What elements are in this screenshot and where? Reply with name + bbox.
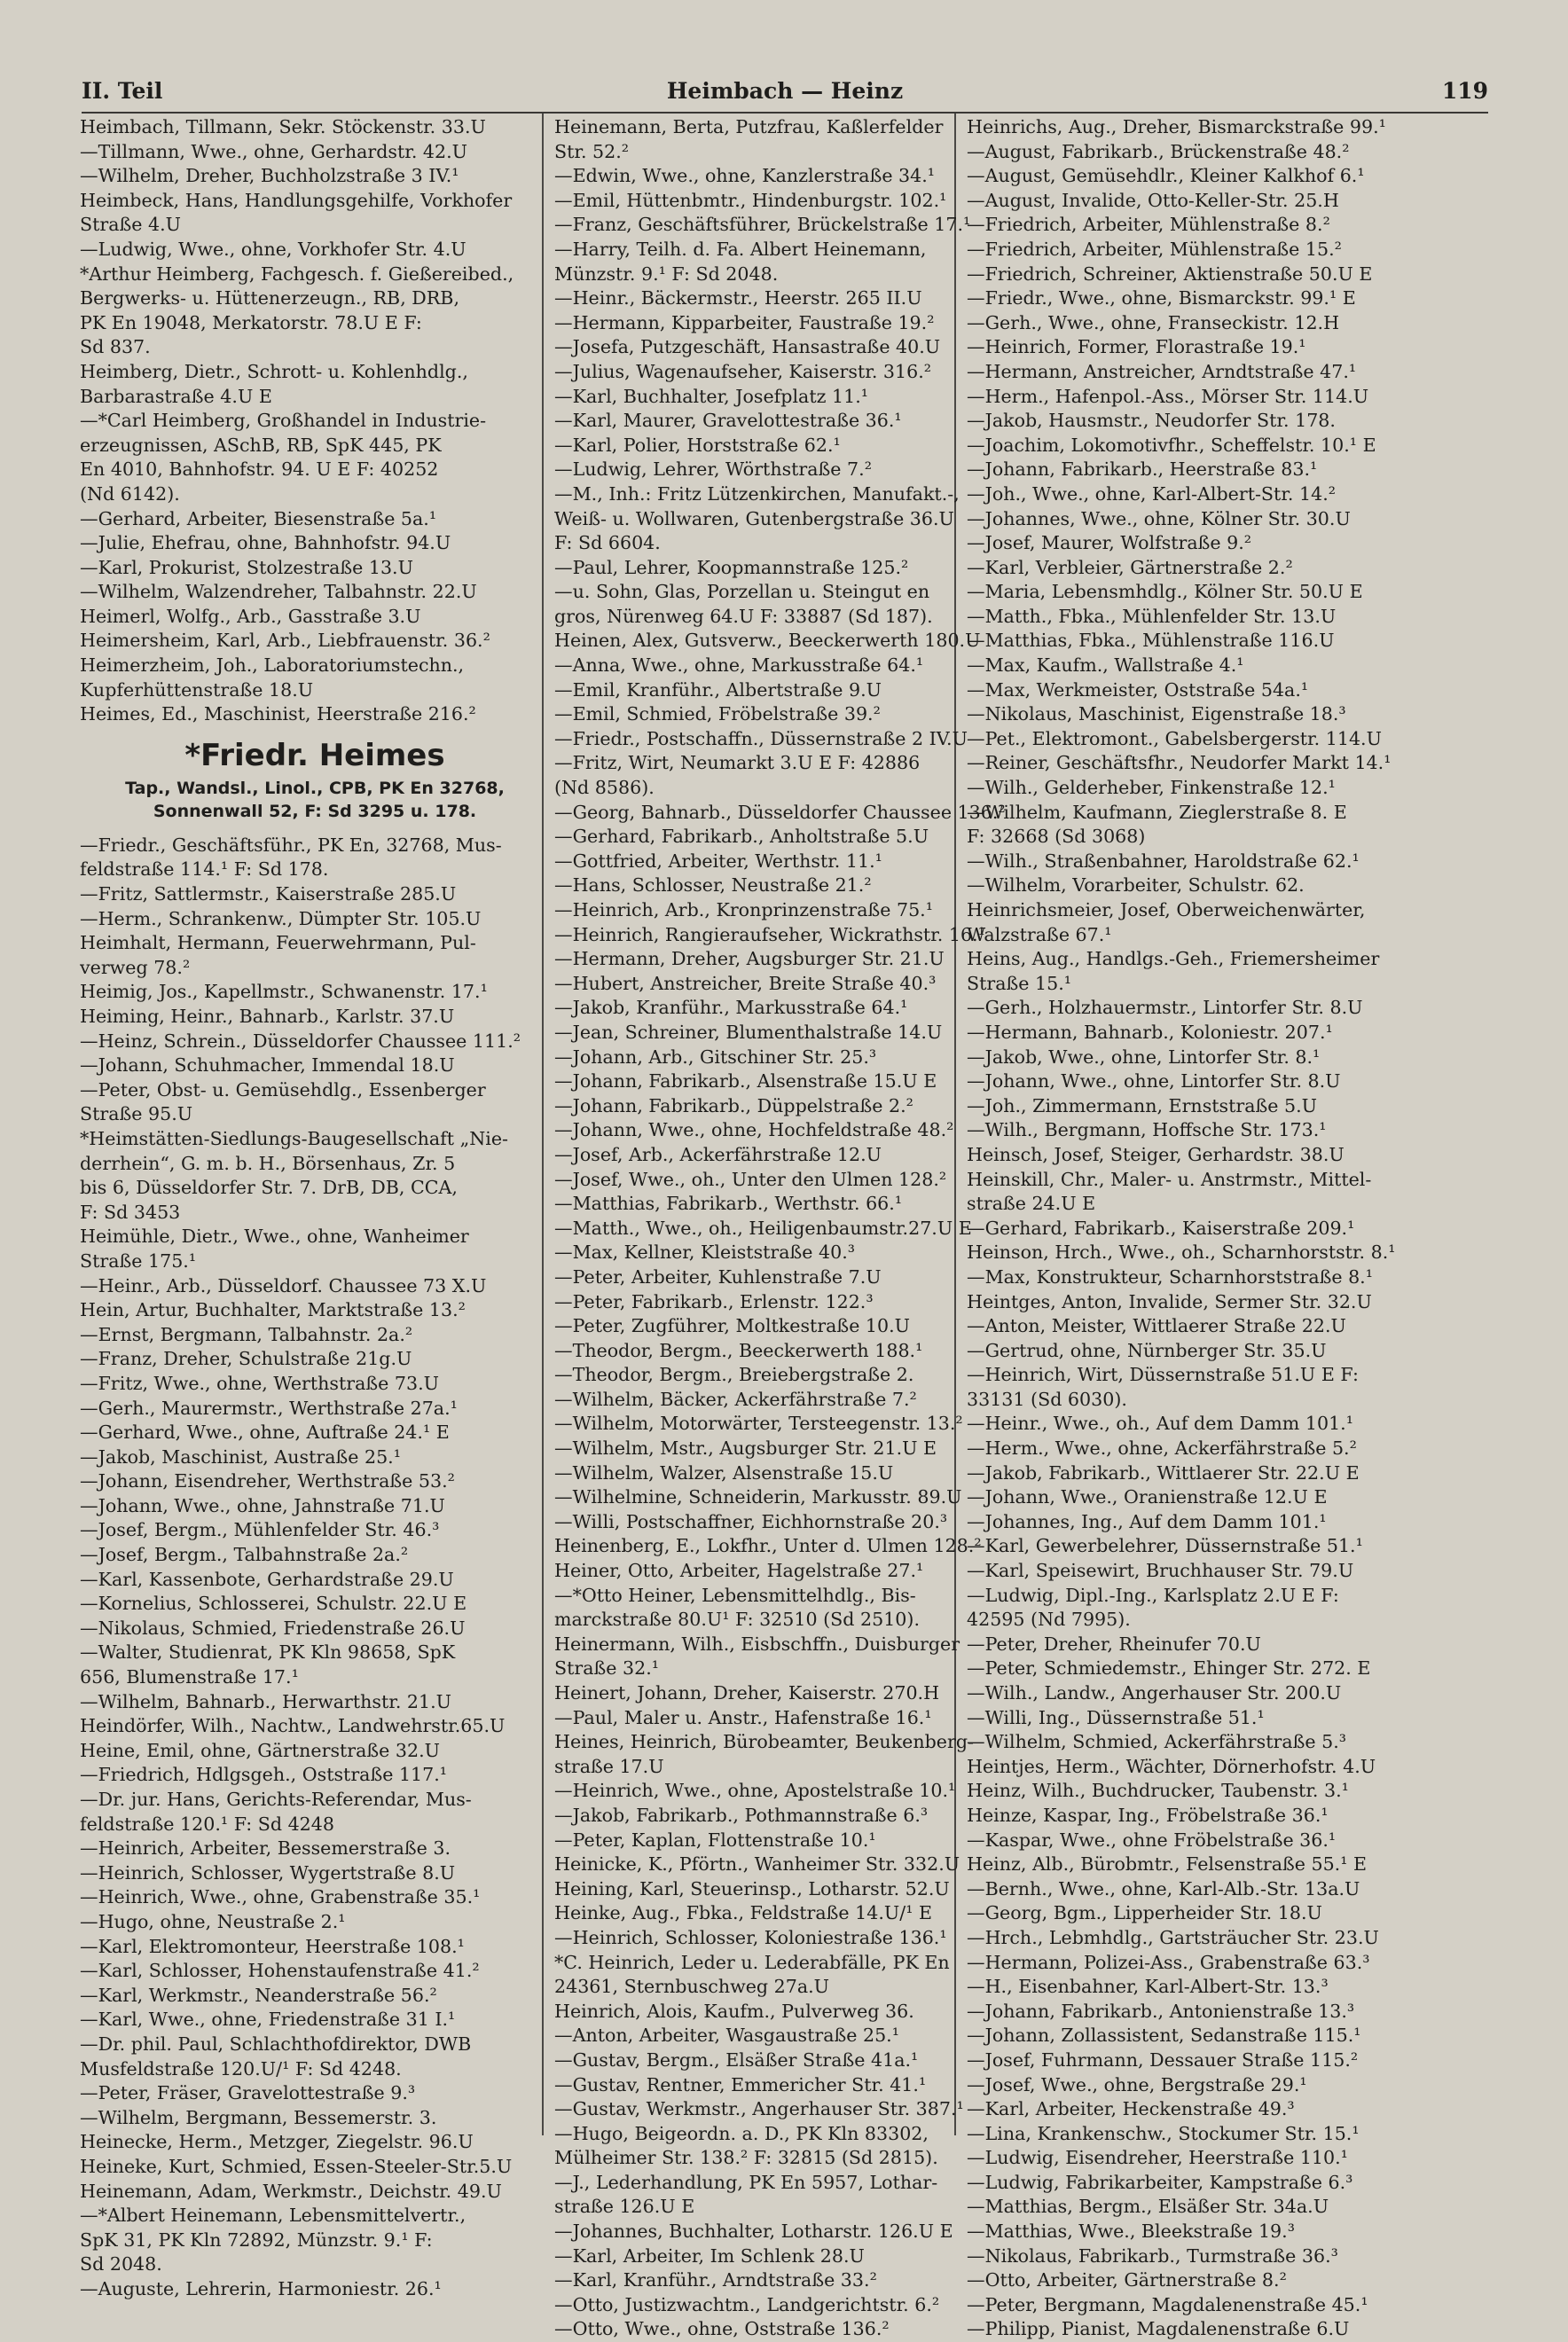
directory-entry: —Jean, Schreiner, Blumenthalstraße 14.U — [554, 1021, 943, 1043]
directory-entry: Heiner, Otto, Arbeiter, Hagelstraße 27.¹ — [554, 1560, 924, 1582]
directory-entry: —Hermann, Anstreicher, Arndtstraße 47.¹ — [967, 360, 1357, 382]
directory-entry: —Ludwig, Dipl.-Ing., Karlsplatz 2.U E F: — [967, 1584, 1339, 1606]
directory-entry: —Johann, Arb., Gitschiner Str. 25.³ — [554, 1046, 877, 1068]
column-2 — [554, 115, 1024, 2342]
directory-entry: 656, Blumenstraße 17.¹ — [80, 1666, 299, 1688]
directory-entry: Heimerzheim, Joh., Laboratoriumstechn., — [80, 654, 465, 677]
directory-entry: —Jakob, Hausmstr., Neudorfer Str. 178. — [967, 410, 1336, 432]
directory-entry: Barbarastraße 4.U E — [80, 385, 272, 407]
directory-entry: Heineke, Kurt, Schmied, Essen-Steeler-Str.5.U — [80, 2155, 513, 2177]
directory-entry: Walzstraße 67.¹ — [967, 923, 1112, 945]
ad-line: Tap., Wandsl., Linol., CPB, PK En 32768, — [125, 778, 505, 798]
directory-entry: —Herm., Hafenpol.-Ass., Mörser Str. 114.U — [967, 385, 1369, 407]
directory-entry: —Julie, Ehefrau, ohne, Bahnhofstr. 94.U — [80, 532, 451, 554]
directory-entry: —Wilhelm, Walzendreher, Talbahnstr. 22.U — [80, 581, 477, 603]
directory-entry: —Karl, Polier, Horststraße 62.¹ — [554, 434, 841, 456]
directory-entry: —Heinrich, Wwe., ohne, Apostelstraße 10.¹ — [554, 1780, 956, 1802]
section-label: II. Teil — [82, 78, 163, 104]
directory-entry: —Peter, Zugführer, Moltkestraße 10.U — [554, 1315, 911, 1337]
directory-entry: Heining, Karl, Steuerinsp., Lotharstr. 52.U — [554, 1877, 950, 1899]
directory-entry: Heinz, Alb., Bürobmtr., Felsenstraße 55.¹ E — [967, 1853, 1368, 1876]
directory-entry: —Karl, Kassenbote, Gerhardstraße 29.U — [80, 1568, 454, 1590]
directory-entry: —Edwin, Wwe., ohne, Kanzlerstraße 34.¹ — [554, 165, 936, 187]
directory-entry: F: 32668 (Sd 3068) — [967, 826, 1146, 848]
directory-entry: —Josef, Fuhrmann, Dessauer Straße 115.² — [967, 2048, 1359, 2071]
directory-entry: Münzstr. 9.¹ F: Sd 2048. — [554, 262, 779, 285]
directory-entry: —Johann, Fabrikarb., Antonienstraße 13.³ — [967, 2000, 1355, 2022]
directory-entry: —Hermann, Polizei-Ass., Grabenstraße 63.³ — [967, 1951, 1370, 1973]
directory-entry: —Johannes, Buchhalter, Lotharstr. 126.U E — [554, 2221, 953, 2243]
directory-entry: —Anna, Wwe., ohne, Markusstraße 64.¹ — [554, 654, 924, 677]
directory-entry: —Herm., Schrankenw., Dümpter Str. 105.U — [80, 907, 482, 929]
header-rule — [82, 112, 1488, 114]
directory-entry: Straße 175.¹ — [80, 1249, 197, 1272]
directory-entry: —Karl, Schlosser, Hohenstaufenstraße 41.² — [80, 1960, 480, 1982]
directory-entry: —Kaspar, Wwe., ohne Fröbelstraße 36.¹ — [967, 1829, 1337, 1851]
directory-entry: —Wilhelm, Motorwärter, Tersteegenstr. 13.² — [554, 1413, 963, 1435]
directory-entry: Bergwerks- u. Hüttenerzeugn., RB, DRB, — [80, 287, 459, 309]
directory-entry: SpK 31, PK Kln 72892, Münzstr. 9.¹ F: — [80, 2228, 433, 2251]
directory-entry: —Karl, Speisewirt, Bruchhauser Str. 79.U — [967, 1560, 1354, 1582]
directory-entry: —Karl, Buchhalter, Josefplatz 11.¹ — [554, 385, 868, 407]
directory-entry: —Paul, Maler u. Anstr., Hafenstraße 16.¹ — [554, 1706, 932, 1728]
directory-entry: verweg 78.² — [80, 956, 191, 978]
advertisement — [80, 734, 550, 823]
directory-entry: —Matth., Fbka., Mühlenfelder Str. 13.U — [967, 605, 1337, 627]
directory-entry: Heinsch, Josef, Steiger, Gerhardstr. 38.U — [967, 1143, 1345, 1165]
directory-entry: —Karl, Verbleier, Gärtnerstraße 2.² — [967, 556, 1293, 578]
directory-entry: —Josef, Arb., Ackerfährstraße 12.U — [554, 1143, 882, 1165]
directory-entry: —Johann, Wwe., ohne, Hochfeldstraße 48.² — [554, 1119, 954, 1141]
directory-entry: Heinson, Hrch., Wwe., oh., Scharnhorststr. 8.¹ — [967, 1241, 1396, 1264]
directory-entry: —Friedrich, Arbeiter, Mühlenstraße 8.² — [967, 214, 1330, 236]
directory-entry: —Georg, Bahnarb., Düsseldorfer Chaussee 136.² — [554, 801, 1006, 823]
directory-entry: —Hermann, Dreher, Augsburger Str. 21.U — [554, 948, 945, 970]
directory-entry: —Friedr., Wwe., ohne, Bismarckstr. 99.¹ E — [967, 287, 1356, 309]
directory-entry: —Lina, Krankenschw., Stockumer Str. 15.¹ — [967, 2122, 1360, 2144]
directory-entry: —Gertrud, ohne, Nürnberger Str. 35.U — [967, 1339, 1327, 1361]
directory-entry: —Nikolaus, Maschinist, Eigenstraße 18.³ — [967, 703, 1346, 725]
directory-entry: —Wilhelm, Vorarbeiter, Schulstr. 62. — [967, 874, 1305, 897]
directory-entry: —Heinrich, Schlosser, Koloniestraße 136.¹ — [554, 1926, 947, 1948]
directory-entry: —Emil, Hüttenbmtr., Hindenburgstr. 102.¹ — [554, 189, 947, 211]
directory-entry: —Heinrich, Rangieraufseher, Wickrathstr. 16.¹ — [554, 923, 985, 945]
directory-entry: —Dr. jur. Hans, Gerichts-Referendar, Mus- — [80, 1789, 472, 1810]
directory-entry: —Dr. phil. Paul, Schlachthofdirektor, DWB — [80, 2033, 472, 2055]
directory-entry: —Auguste, Lehrerin, Harmoniestr. 26.¹ — [80, 2277, 442, 2299]
directory-entry: —Gerhard, Fabrikarb., Kaiserstraße 209.¹ — [967, 1217, 1355, 1239]
directory-entry: —Wilhelm, Dreher, Buchholzstraße 3 IV.¹ — [80, 165, 459, 187]
directory-entry: —Wilhelm, Walzer, Alsenstraße 15.U — [554, 1461, 894, 1484]
directory-entry: straße 126.U E — [554, 2196, 695, 2218]
directory-entry: F: Sd 3453 — [80, 1201, 181, 1223]
directory-entry: —Karl, Gewerbelehrer, Düssernstraße 51.¹ — [967, 1535, 1363, 1557]
directory-entry: —Johann, Fabrikarb., Heerstraße 83.¹ — [967, 458, 1318, 481]
directory-entry: —Gerhard, Wwe., ohne, Auftraße 24.¹ E — [80, 1422, 450, 1444]
directory-entry: Straße 32.¹ — [554, 1657, 660, 1680]
directory-entry: —Hermann, Bahnarb., Koloniestr. 207.¹ — [967, 1021, 1333, 1043]
directory-entry: —Matthias, Fabrikarb., Werthstr. 66.¹ — [554, 1193, 903, 1215]
directory-entry: —Josef, Maurer, Wolfstraße 9.² — [967, 532, 1252, 554]
directory-entry: —Josef, Bergm., Mühlenfelder Str. 46.³ — [80, 1519, 440, 1541]
directory-entry: —Gerhard, Fabrikarb., Anholtstraße 5.U — [554, 826, 929, 848]
directory-entry: —*Otto Heiner, Lebensmittelhdlg., Bis- — [554, 1584, 916, 1606]
directory-entry: —Peter, Kaplan, Flottenstraße 10.¹ — [554, 1829, 876, 1851]
directory-entry: —Emil, Schmied, Fröbelstraße 39.² — [554, 703, 881, 725]
directory-entry: —Heinz, Schrein., Düsseldorfer Chaussee 111.² — [80, 1030, 521, 1052]
directory-entry: —Johannes, Ing., Auf dem Damm 101.¹ — [967, 1510, 1327, 1532]
directory-entry: bis 6, Düsseldorfer Str. 7. DrB, DB, CCA, — [80, 1177, 458, 1199]
directory-entry: —Ludwig, Eisendreher, Heerstraße 110.¹ — [967, 2147, 1348, 2169]
directory-entry: —Heinrich, Wwe., ohne, Grabenstraße 35.¹ — [80, 1886, 481, 1908]
directory-entry: —Wilh., Gelderheber, Finkenstraße 12.¹ — [967, 777, 1336, 799]
directory-entry: Heines, Heinrich, Bürobeamter, Beukenberg- — [554, 1731, 974, 1753]
directory-entry: Heinemann, Berta, Putzfrau, Kaßlerfelder — [554, 116, 944, 137]
directory-entry: Heinemann, Adam, Werkmstr., Deichstr. 49.U — [80, 2180, 502, 2202]
directory-entry: erzeugnissen, ASchB, RB, SpK 445, PK — [80, 434, 442, 456]
directory-entry: —Theodor, Bergm., Beeckerwerth 188.¹ — [554, 1339, 923, 1361]
directory-entry: feldstraße 120.¹ F: Sd 4248 — [80, 1813, 334, 1835]
directory-entry: —Peter, Schmiedemstr., Ehinger Str. 272. E — [967, 1657, 1371, 1680]
directory-entry: —Emil, Kranführ., Albertstraße 9.U — [554, 678, 882, 701]
directory-entry: —Max, Kellner, Kleiststraße 40.³ — [554, 1241, 856, 1264]
directory-entry: Hein, Artur, Buchhalter, Marktstraße 13.² — [80, 1299, 466, 1321]
directory-entry: Heinecke, Herm., Metzger, Ziegelstr. 96.U — [80, 2131, 474, 2153]
directory-entry: —Reiner, Geschäftsfhr., Neudorfer Markt 14.¹ — [967, 752, 1392, 774]
directory-entry: marckstraße 80.U¹ F: 32510 (Sd 2510). — [554, 1609, 920, 1631]
directory-entry: —Walter, Studienrat, PK Kln 98658, SpK — [80, 1641, 456, 1664]
directory-entry: —Georg, Bgm., Lipperheider Str. 18.U — [967, 1902, 1322, 1924]
range-label: Heimbach — Heinz — [666, 78, 904, 104]
directory-entry: —Hugo, Beigeordn. a. D., PK Kln 83302, — [554, 2122, 929, 2144]
directory-entry: —Fritz, Sattlermstr., Kaiserstraße 285.U — [80, 883, 457, 905]
directory-entry: Heimbeck, Hans, Handlungsgehilfe, Vorkhofer — [80, 189, 513, 211]
directory-entry: —Josefa, Putzgeschäft, Hansastraße 40.U — [554, 336, 941, 358]
directory-entry: Musfeldstraße 120.U/¹ F: Sd 4248. — [80, 2057, 402, 2080]
directory-entry: —Franz, Dreher, Schulstraße 21g.U — [80, 1348, 412, 1370]
directory-entry: *C. Heinrich, Leder u. Lederabfälle, PK En — [554, 1951, 950, 1973]
directory-entry: Heinrich, Alois, Kaufm., Pulverweg 36. — [554, 2000, 914, 2022]
directory-entry: —Heinr., Bäckermstr., Heerstr. 265 II.U — [554, 287, 922, 309]
directory-entry: Heinke, Aug., Fbka., Feldstraße 14.U/¹ E — [554, 1902, 933, 1924]
directory-entry: —Bernh., Wwe., ohne, Karl-Alb.-Str. 13a.U — [967, 1877, 1360, 1899]
directory-entry: Heindörfer, Wilh., Nachtw., Landwehrstr.65.U — [80, 1715, 506, 1737]
directory-entry: —Peter, Arbeiter, Kuhlenstraße 7.U — [554, 1265, 882, 1288]
directory-entry: —Nikolaus, Fabrikarb., Turmstraße 36.³ — [967, 2244, 1338, 2267]
directory-entry: —Gustav, Werkmstr., Angerhauser Str. 387.¹ — [554, 2098, 964, 2120]
directory-entry: —Hugo, ohne, Neustraße 2.¹ — [80, 1910, 346, 1932]
directory-entry: —Gustav, Rentner, Emmericher Str. 41.¹ — [554, 2073, 927, 2095]
directory-entry: —Gerh., Maurermstr., Werthstraße 27a.¹ — [80, 1397, 458, 1419]
directory-entry: —Gottfried, Arbeiter, Werthstr. 11.¹ — [554, 850, 882, 872]
directory-entry: gros, Nürenweg 64.U F: 33887 (Sd 187). — [554, 605, 933, 627]
directory-entry: —Gerhard, Arbeiter, Biesenstraße 5a.¹ — [80, 507, 437, 529]
directory-entry: Heimbach, Tillmann, Sekr. Stöckenstr. 33.U — [80, 116, 486, 137]
directory-entry: —August, Fabrikarb., Brückenstraße 48.² — [967, 140, 1350, 162]
directory-entry: —Matth., Wwe., oh., Heiligenbaumstr.27.U E — [554, 1217, 972, 1239]
directory-entry: —Gerh., Holzhauermstr., Lintorfer Str. 8.U — [967, 997, 1363, 1019]
directory-entry: 42595 (Nd 7995). — [967, 1609, 1131, 1631]
directory-entry: —Willi, Postschaffner, Eichhornstraße 20.³ — [554, 1510, 948, 1532]
directory-entry: —Otto, Arbeiter, Gärtnerstraße 8.² — [967, 2269, 1287, 2291]
directory-entry: —Maria, Lebensmhdlg., Kölner Str. 50.U E — [967, 581, 1363, 603]
directory-entry: —Josef, Wwe., oh., Unter den Ulmen 128.² — [554, 1168, 947, 1190]
directory-entry: 24361, Sternbuschweg 27a.U — [554, 1976, 830, 1998]
directory-entry: —Johann, Fabrikarb., Düppelstraße 2.² — [554, 1094, 913, 1116]
directory-entry: —Friedrich, Arbeiter, Mühlenstraße 15.² — [967, 238, 1342, 260]
directory-entry: —Hrch., Lebmhdlg., Gartsträucher Str. 23.U — [967, 1926, 1379, 1948]
directory-entry: F: Sd 6604. — [554, 532, 661, 554]
directory-entry: Sd 837. — [80, 336, 151, 358]
directory-entry: —Wilh., Straßenbahner, Haroldstraße 62.¹ — [967, 850, 1360, 872]
directory-entry: Heinrichsmeier, Josef, Oberweichenwärter, — [967, 899, 1366, 920]
directory-entry: —Peter, Fabrikarb., Erlenstr. 122.³ — [554, 1290, 874, 1312]
directory-entry: —H., Eisenbahner, Karl-Albert-Str. 13.³ — [967, 1976, 1329, 1998]
directory-entry: Heiming, Heinr., Bahnarb., Karlstr. 37.U — [80, 1006, 455, 1027]
directory-entry: —Max, Kaufm., Wallstraße 4.¹ — [967, 654, 1244, 677]
directory-entry: —Ludwig, Fabrikarbeiter, Kampstraße 6.³ — [967, 2171, 1353, 2193]
directory-entry: —Willi, Ing., Düssernstraße 51.¹ — [967, 1706, 1265, 1728]
directory-entry: —Gustav, Bergm., Elsäßer Straße 41a.¹ — [554, 2048, 919, 2071]
directory-entry: —Karl, Kranführ., Arndtstraße 33.² — [554, 2269, 877, 2291]
column-3 — [967, 115, 1437, 2342]
directory-entry: —Johann, Wwe., ohne, Lintorfer Str. 8.U — [967, 1070, 1341, 1093]
directory-entry: —Paul, Lehrer, Koopmannstraße 125.² — [554, 556, 909, 578]
directory-entry: (Nd 8586). — [554, 777, 655, 799]
directory-entry: —August, Invalide, Otto-Keller-Str. 25.H — [967, 189, 1339, 211]
directory-entry: derrhein“, G. m. b. H., Börsenhaus, Zr. 5 — [80, 1152, 456, 1174]
directory-entry: Heintges, Anton, Invalide, Sermer Str. 32.U — [967, 1290, 1372, 1312]
directory-entry: Straße 15.¹ — [967, 972, 1072, 994]
directory-entry: feldstraße 114.¹ F: Sd 178. — [80, 858, 329, 881]
directory-entry: —Max, Werkmeister, Oststraße 54a.¹ — [967, 678, 1309, 701]
directory-entry: Str. 52.² — [554, 140, 630, 162]
directory-entry: —Matthias, Wwe., Bleekstraße 19.³ — [967, 2221, 1295, 2243]
directory-entry: —Peter, Dreher, Rheinufer 70.U — [967, 1633, 1261, 1655]
directory-entry: —Heinrich, Arbeiter, Bessemerstraße 3. — [80, 1837, 451, 1860]
column-1 — [80, 115, 550, 2301]
directory-entry: —Wilhelm, Kaufmann, Zieglerstraße 8. E — [967, 801, 1347, 823]
directory-entry: —Franz, Geschäftsführer, Brückelstraße 17.¹ — [554, 214, 971, 236]
directory-entry: 33131 (Sd 6030). — [967, 1388, 1127, 1410]
directory-entry: —August, Gemüsehdlr., Kleiner Kalkhof 6.¹ — [967, 165, 1365, 187]
directory-entry: Heimühle, Dietr., Wwe., ohne, Wanheimer — [80, 1226, 469, 1248]
directory-entry: Heinert, Johann, Dreher, Kaiserstr. 270.H — [554, 1682, 940, 1704]
directory-entry: —Wilhelm, Bäcker, Ackerfährstraße 7.² — [554, 1388, 917, 1410]
directory-entry: —Herm., Wwe., ohne, Ackerfährstraße 5.² — [967, 1437, 1357, 1460]
directory-entry: *Arthur Heimberg, Fachgesch. f. Gießereibed., — [80, 262, 514, 285]
directory-entry: Heinz, Wilh., Buchdrucker, Taubenstr. 3.¹ — [967, 1780, 1349, 1802]
directory-entry: —Heinrich, Former, Florastraße 19.¹ — [967, 336, 1306, 358]
directory-entry: —Ludwig, Lehrer, Wörthstraße 7.² — [554, 458, 872, 481]
column-1-entries — [80, 115, 550, 727]
directory-entry: —Pet., Elektromont., Gabelsbergerstr. 114.U — [967, 727, 1382, 749]
column-1-entries-continued — [80, 834, 550, 2302]
directory-entry: Heinen, Alex, Gutsverw., Beeckerwerth 180.U — [554, 630, 981, 652]
directory-entry: Heinenberg, E., Lokfhr., Unter d. Ulmen 128.² — [554, 1535, 982, 1557]
directory-entry: —Tillmann, Wwe., ohne, Gerhardstr. 42.U — [80, 140, 468, 162]
directory-entry: —J., Lederhandlung, PK En 5957, Lothar- — [554, 2171, 938, 2193]
directory-entry: —Josef, Wwe., ohne, Bergstraße 29.¹ — [967, 2073, 1307, 2095]
directory-entry: —Johann, Schuhmacher, Immendal 18.U — [80, 1054, 455, 1077]
directory-entry: —Jakob, Kranführ., Markusstraße 64.¹ — [554, 997, 908, 1019]
directory-entry: Kupferhüttenstraße 18.U — [80, 678, 314, 701]
ad-line: Sonnenwall 52, F: Sd 3295 u. 178. — [153, 801, 477, 821]
directory-entry: Heinicke, K., Pförtn., Wanheimer Str. 332.U — [554, 1853, 960, 1876]
directory-entry: Heimig, Jos., Kapellmstr., Schwanenstr. 17.¹ — [80, 981, 488, 1003]
directory-entry: —Johann, Fabrikarb., Alsenstraße 15.U E — [554, 1070, 937, 1093]
directory-entry: —Johann, Eisendreher, Werthstraße 53.² — [80, 1470, 455, 1492]
directory-entry: Heimerl, Wolfg., Arb., Gasstraße 3.U — [80, 605, 421, 627]
directory-entry: —Theodor, Bergm., Breiebergstraße 2. — [554, 1364, 914, 1386]
directory-entry: —Otto, Wwe., ohne, Oststraße 136.² — [554, 2318, 890, 2340]
directory-entry: —Hans, Schlosser, Neustraße 21.² — [554, 874, 872, 897]
directory-entry: —Karl, Elektromonteur, Heerstraße 108.¹ — [80, 1935, 465, 1957]
directory-entry: —Johann, Wwe., Oranienstraße 12.U E — [967, 1486, 1328, 1508]
ad-name: *Friedr. Heimes — [184, 737, 445, 773]
directory-entry: —Nikolaus, Schmied, Friedenstraße 26.U — [80, 1617, 466, 1639]
directory-entry: —Joh., Wwe., ohne, Karl-Albert-Str. 14.² — [967, 482, 1336, 505]
directory-entry: —Karl, Prokurist, Stolzestraße 13.U — [80, 556, 413, 578]
directory-entry: —Wilhelm, Mstr., Augsburger Str. 21.U E — [554, 1437, 937, 1460]
directory-entry: Heine, Emil, ohne, Gärtnerstraße 32.U — [80, 1739, 441, 1761]
directory-entry: —Karl, Werkmstr., Neanderstraße 56.² — [80, 1984, 437, 2006]
directory-entry: —M., Inh.: Fritz Lützenkirchen, Manufakt.-, — [554, 482, 960, 505]
directory-entry: —Josef, Bergm., Talbahnstraße 2a.² — [80, 1544, 409, 1566]
directory-entry: —Peter, Obst- u. Gemüsehdlg., Essenberger — [80, 1078, 486, 1101]
directory-entry: —Wilhelm, Schmied, Ackerfährstraße 5.³ — [967, 1731, 1346, 1753]
directory-entry: Heimhalt, Hermann, Feuerwehrmann, Pul- — [80, 932, 476, 954]
directory-entry: —Johann, Zollassistent, Sedanstraße 115.¹ — [967, 2025, 1361, 2047]
directory-entry: —Peter, Fräser, Gravelottestraße 9.³ — [80, 2082, 416, 2104]
directory-entry: —Karl, Wwe., ohne, Friedenstraße 31 I.¹ — [80, 2009, 456, 2031]
directory-entry: —Wilhelm, Bahnarb., Herwarthstr. 21.U — [80, 1690, 452, 1712]
directory-entry: —Friedr., Postschaffn., Düssernstraße 2 IV.U — [554, 727, 968, 749]
directory-entry: Heimes, Ed., Maschinist, Heerstraße 216.² — [80, 703, 476, 725]
directory-entry: —Jakob, Fabrikarb., Pothmannstraße 6.³ — [554, 1804, 929, 1826]
directory-entry: —Julius, Wagenaufseher, Kaiserstr. 316.² — [554, 360, 932, 382]
directory-entry: —Wilh., Bergmann, Hoffsche Str. 173.¹ — [967, 1119, 1327, 1141]
directory-entry: Heinze, Kaspar, Ing., Fröbelstraße 36.¹ — [967, 1804, 1329, 1826]
directory-entry: —Harry, Teilh. d. Fa. Albert Heinemann, — [554, 238, 927, 260]
directory-entry: —Fritz, Wwe., ohne, Werthstraße 73.U — [80, 1372, 439, 1394]
directory-entry: —Ernst, Bergmann, Talbahnstr. 2a.² — [80, 1323, 413, 1345]
directory-entry: PK En 19048, Merkatorstr. 78.U E F: — [80, 311, 422, 333]
directory-entry: —Otto, Justizwachtm., Landgerichtstr. 6.² — [554, 2293, 940, 2315]
directory-entry: Straße 4.U — [80, 214, 181, 236]
directory-entry: Straße 95.U — [80, 1103, 193, 1125]
directory-entry: Heimberg, Dietr., Schrott- u. Kohlenhdlg., — [80, 360, 468, 382]
directory-entry: —Anton, Meister, Wittlaerer Straße 22.U — [967, 1315, 1346, 1337]
directory-entry: —Matthias, Bergm., Elsäßer Str. 34a.U — [967, 2196, 1329, 2218]
directory-entry: straße 17.U — [554, 1755, 664, 1777]
directory-entry: —Heinr., Wwe., oh., Auf dem Damm 101.¹ — [967, 1413, 1353, 1435]
directory-entry: Heimersheim, Karl, Arb., Liebfrauenstr. 36.² — [80, 630, 490, 652]
directory-entry: —Wilhelm, Bergmann, Bessemerstr. 3. — [80, 2106, 437, 2128]
directory-entry: —Karl, Arbeiter, Im Schlenk 28.U — [554, 2244, 865, 2267]
page-header — [82, 78, 1488, 114]
directory-entry: straße 24.U E — [967, 1193, 1096, 1215]
directory-entry: —Heinrich, Arb., Kronprinzenstraße 75.¹ — [554, 899, 933, 920]
directory-entry: Heinermann, Wilh., Eisbschffn., Duisburger — [554, 1633, 960, 1655]
directory-entry: —Jakob, Maschinist, Austraße 25.¹ — [80, 1445, 401, 1468]
directory-entry: —Jakob, Fabrikarb., Wittlaerer Str. 22.U E — [967, 1461, 1360, 1484]
directory-entry: —Anton, Arbeiter, Wasgaustraße 25.¹ — [554, 2025, 899, 2047]
directory-entry: —u. Sohn, Glas, Porzellan u. Steingut en — [554, 581, 930, 603]
directory-entry: —Hubert, Anstreicher, Breite Straße 40.³ — [554, 972, 937, 994]
directory-entry: —Heinrich, Schlosser, Wygertstraße 8.U — [80, 1861, 456, 1884]
directory-entry: —Friedr., Geschäftsführ., PK En, 32768, Mus- — [80, 834, 502, 856]
directory-entry: —Hermann, Kipparbeiter, Faustraße 19.² — [554, 311, 935, 333]
directory-entry: —*Carl Heimberg, Großhandel in Industrie- — [80, 410, 487, 432]
directory-entry: —Wilhelmine, Schneiderin, Markusstr. 89.U — [554, 1486, 962, 1508]
directory-entry: —Philipp, Pianist, Magdalenenstraße 6.U — [967, 2318, 1350, 2340]
directory-entry: —Max, Konstrukteur, Scharnhorststraße 8.¹ — [967, 1265, 1373, 1288]
directory-entry: —Joh., Zimmermann, Ernststraße 5.U — [967, 1094, 1318, 1116]
directory-entry: —Jakob, Wwe., ohne, Lintorfer Str. 8.¹ — [967, 1046, 1321, 1068]
directory-entry: —Karl, Arbeiter, Heckenstraße 49.³ — [967, 2098, 1295, 2120]
directory-entry: —Peter, Bergmann, Magdalenenstraße 45.¹ — [967, 2293, 1368, 2315]
directory-entry: —Fritz, Wirt, Neumarkt 3.U E F: 42886 — [554, 752, 921, 774]
directory-entry: Mülheimer Str. 138.² F: 32815 (Sd 2815). — [554, 2147, 938, 2169]
directory-entry: —Friedrich, Hdlgsgeh., Oststraße 117.¹ — [80, 1764, 448, 1786]
directory-entry: —Karl, Maurer, Gravelottestraße 36.¹ — [554, 410, 902, 432]
directory-entry: —Wilh., Landw., Angerhauser Str. 200.U — [967, 1682, 1342, 1704]
directory-entry: —Johann, Wwe., ohne, Jahnstraße 71.U — [80, 1494, 445, 1516]
directory-entry: —Gerh., Wwe., ohne, Franseckistr. 12.H — [967, 311, 1340, 333]
directory-entry: *Heimstätten-Siedlungs-Baugesellschaft „Nie- — [80, 1127, 509, 1149]
directory-entry: Heins, Aug., Handlgs.-Geh., Friemersheimer — [967, 948, 1380, 970]
directory-entry: —Johannes, Wwe., ohne, Kölner Str. 30.U — [967, 507, 1351, 529]
directory-entry: —Friedrich, Schreiner, Aktienstraße 50.U E — [967, 262, 1373, 285]
directory-entry: —Kornelius, Schlosserei, Schulstr. 22.U E — [80, 1593, 467, 1615]
page-number: 119 — [1441, 78, 1488, 104]
directory-entry: Sd 2048. — [80, 2253, 162, 2275]
directory-entry: Heinskill, Chr., Maler- u. Anstrmstr., Mittel- — [967, 1168, 1372, 1190]
directory-entry: —Heinrich, Wirt, Düssernstraße 51.U E F: — [967, 1364, 1359, 1386]
directory-entry: Heinrichs, Aug., Dreher, Bismarckstraße 99.¹ — [967, 116, 1386, 137]
directory-entry: En 4010, Bahnhofstr. 94. U E F: 40252 — [80, 458, 439, 481]
directory-entry: —Ludwig, Wwe., ohne, Vorkhofer Str. 4.U — [80, 238, 466, 260]
directory-entry: —Matthias, Fbka., Mühlenstraße 116.U — [967, 630, 1335, 652]
directory-entry: —*Albert Heinemann, Lebensmittelvertr., — [80, 2205, 466, 2227]
directory-entry: (Nd 6142). — [80, 482, 180, 505]
directory-entry: Weiß- u. Wollwaren, Gutenbergstraße 36.U — [554, 507, 954, 529]
directory-entry: Heintjes, Herm., Wächter, Dörnerhofstr. 4.U — [967, 1755, 1376, 1777]
directory-entry: —Joachim, Lokomotivfhr., Scheffelstr. 10.¹ E — [967, 434, 1376, 456]
directory-entry: —Heinr., Arb., Düsseldorf. Chaussee 73 X.U — [80, 1274, 487, 1296]
